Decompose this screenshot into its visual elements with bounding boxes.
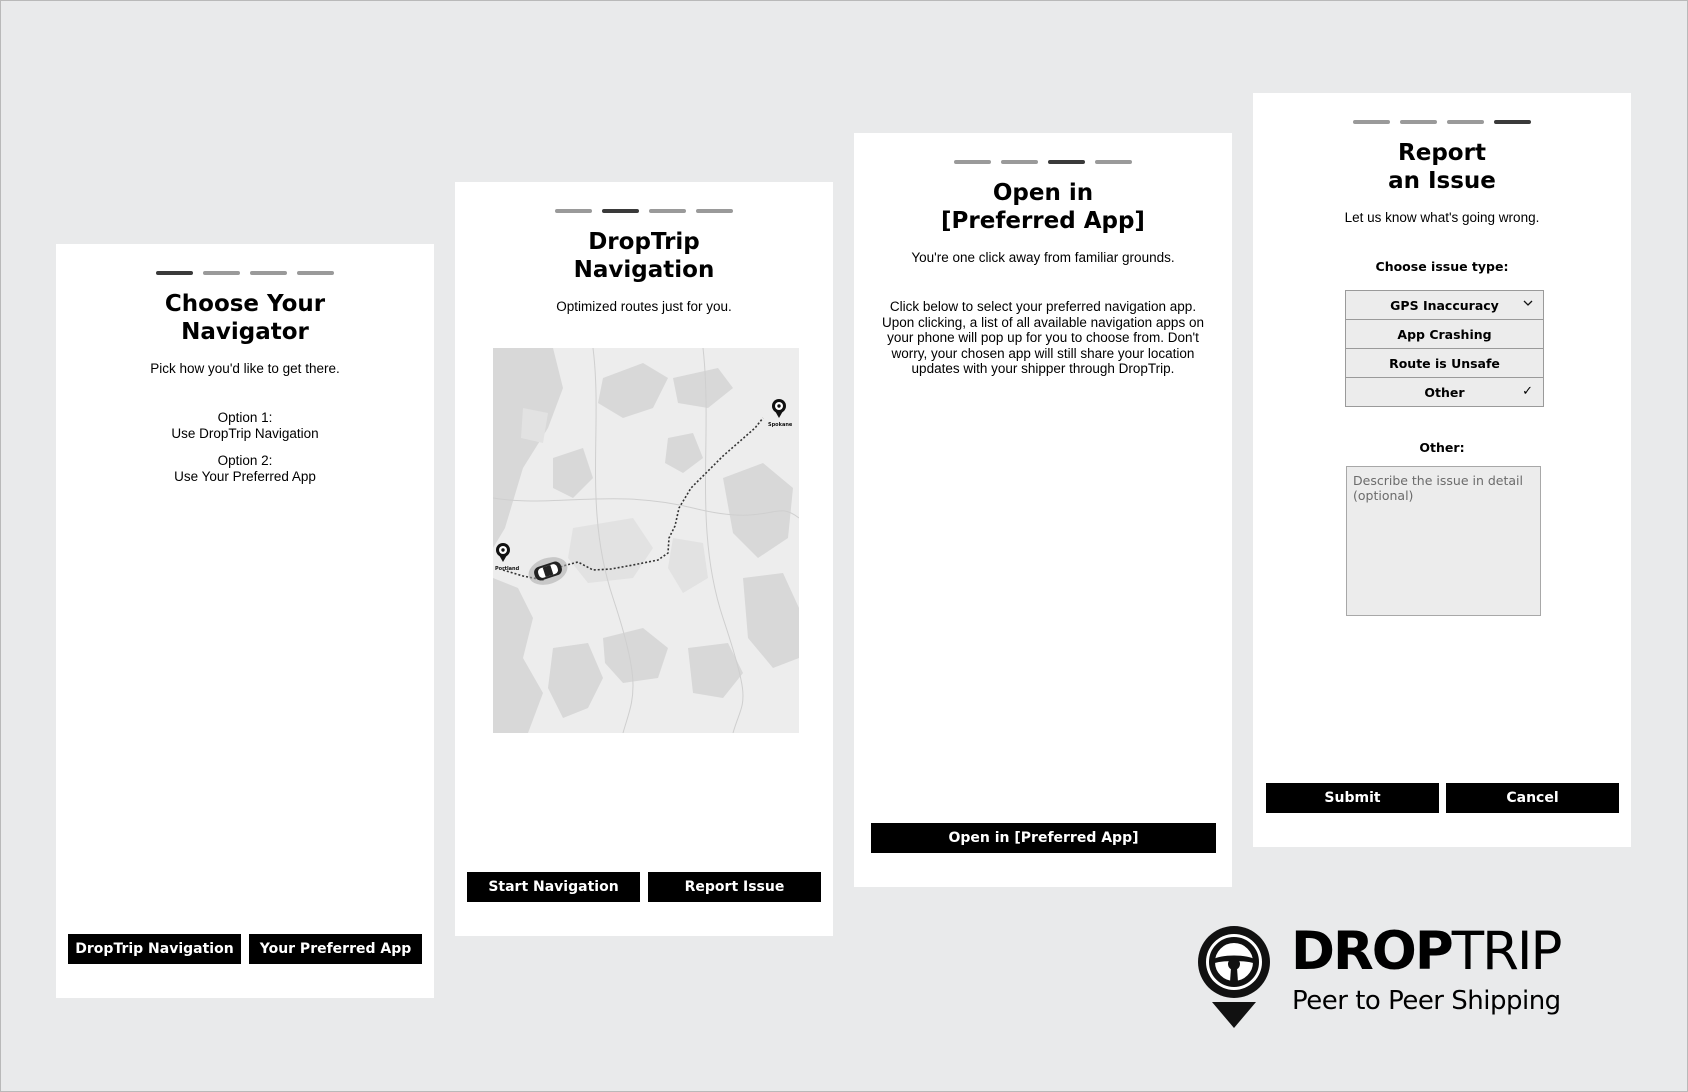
start-navigation-button[interactable]: Start Navigation bbox=[467, 872, 640, 902]
page-title bbox=[56, 290, 434, 346]
progress-step-2 bbox=[1001, 160, 1038, 164]
brand-name-bold: DROP bbox=[1291, 921, 1452, 982]
submit-button[interactable]: Submit bbox=[1266, 783, 1439, 813]
issue-option-label: Other bbox=[1424, 384, 1465, 400]
issue-option-label: Route is Unsafe bbox=[1389, 355, 1500, 371]
option-1-text: Use DropTrip Navigation bbox=[171, 425, 319, 441]
instructions-line-1: Click below to select your preferred navigation app. bbox=[889, 299, 1197, 314]
title-line-2: an Issue bbox=[1388, 168, 1496, 194]
issue-option-app-crashing[interactable] bbox=[1346, 320, 1543, 349]
progress-step-4 bbox=[696, 209, 733, 213]
progress-step-3 bbox=[1048, 160, 1085, 164]
title-line-2: [Preferred App] bbox=[941, 208, 1145, 234]
screen-choose-navigator bbox=[56, 244, 434, 998]
end-pin-icon bbox=[772, 399, 786, 418]
option-1 bbox=[56, 410, 434, 441]
issue-type-list bbox=[1345, 290, 1544, 407]
page-subtitle: Let us know what's going wrong. bbox=[1344, 210, 1540, 225]
progress-step-2 bbox=[602, 209, 639, 213]
progress-indicator bbox=[854, 160, 1232, 164]
open-preferred-app-button[interactable]: Open in [Preferred App] bbox=[871, 823, 1216, 853]
progress-step-1 bbox=[954, 160, 991, 164]
title-line-1: Report bbox=[1398, 140, 1486, 166]
title-line-2: Navigation bbox=[573, 257, 715, 283]
start-pin-icon bbox=[496, 543, 510, 562]
page-subtitle: Optimized routes just for you. bbox=[556, 299, 732, 314]
issue-option-route-unsafe[interactable] bbox=[1346, 349, 1543, 378]
steering-pin-icon bbox=[1196, 924, 1276, 1030]
issue-option-other[interactable] bbox=[1346, 378, 1543, 406]
page-subtitle: You're one click away from familiar grounds. bbox=[911, 250, 1175, 265]
other-label: Other: bbox=[1419, 440, 1465, 455]
option-2-label: Option 2: bbox=[217, 453, 273, 468]
preferred-app-button[interactable]: Your Preferred App bbox=[249, 934, 422, 964]
screen-open-preferred-app bbox=[854, 133, 1232, 887]
instructions-line-5: updates with your shipper through DropTrip. bbox=[911, 361, 1175, 376]
title-line-2: Navigator bbox=[181, 319, 309, 345]
brand-name-light: TRIP bbox=[1451, 921, 1561, 982]
map-graphic bbox=[493, 348, 799, 733]
issue-type-label: Choose issue type: bbox=[1375, 259, 1509, 274]
progress-indicator bbox=[455, 209, 833, 213]
page-title bbox=[854, 179, 1232, 235]
check-icon: ✓ bbox=[1522, 384, 1533, 399]
end-label: Spokane bbox=[768, 422, 793, 428]
screen-report-issue bbox=[1253, 93, 1631, 847]
progress-step-1 bbox=[156, 271, 193, 275]
instructions-text bbox=[862, 299, 1224, 377]
progress-step-3 bbox=[649, 209, 686, 213]
instructions-line-3: your phone will pop up for you to choose from. Don't bbox=[887, 330, 1199, 345]
progress-step-2 bbox=[203, 271, 240, 275]
progress-step-4 bbox=[1494, 120, 1531, 124]
option-2-text: Use Your Preferred App bbox=[174, 468, 316, 484]
chevron-down-icon bbox=[1523, 297, 1533, 312]
instructions-line-4: worry, your chosen app will still share your location bbox=[891, 345, 1195, 361]
issue-option-label: GPS Inaccuracy bbox=[1390, 297, 1499, 313]
screen-droptrip-navigation bbox=[455, 182, 833, 936]
issue-option-label: App Crashing bbox=[1397, 326, 1492, 342]
route-map[interactable] bbox=[493, 348, 799, 733]
progress-step-4 bbox=[297, 271, 334, 275]
title-line-1: DropTrip bbox=[588, 229, 700, 255]
progress-step-3 bbox=[1447, 120, 1484, 124]
progress-step-4 bbox=[1095, 160, 1132, 164]
report-issue-button[interactable]: Report Issue bbox=[648, 872, 821, 902]
progress-step-3 bbox=[250, 271, 287, 275]
car-icon bbox=[525, 552, 571, 589]
start-label: Portland bbox=[495, 566, 520, 572]
droptrip-logo bbox=[1196, 921, 1576, 1030]
issue-description-field[interactable] bbox=[1346, 466, 1541, 616]
progress-step-1 bbox=[1353, 120, 1390, 124]
title-line-1: Open in bbox=[992, 180, 1094, 206]
cancel-button[interactable]: Cancel bbox=[1446, 783, 1619, 813]
brand-tagline: Peer to Peer Shipping bbox=[1292, 986, 1561, 1016]
progress-step-1 bbox=[555, 209, 592, 213]
option-2 bbox=[56, 453, 434, 484]
instructions-line-2: Upon clicking, a list of all available navigation apps on bbox=[882, 314, 1204, 330]
option-1-label: Option 1: bbox=[217, 410, 273, 425]
page-title bbox=[1253, 139, 1631, 195]
progress-step-2 bbox=[1400, 120, 1437, 124]
page-title bbox=[455, 228, 833, 284]
progress-indicator bbox=[56, 271, 434, 275]
progress-indicator bbox=[1253, 120, 1631, 124]
title-line-1: Choose Your bbox=[164, 291, 326, 317]
brand-name bbox=[1291, 922, 1561, 982]
issue-option-gps-inaccuracy[interactable] bbox=[1346, 291, 1543, 320]
droptrip-navigation-button[interactable]: DropTrip Navigation bbox=[68, 934, 241, 964]
page-subtitle: Pick how you'd like to get there. bbox=[150, 361, 340, 376]
